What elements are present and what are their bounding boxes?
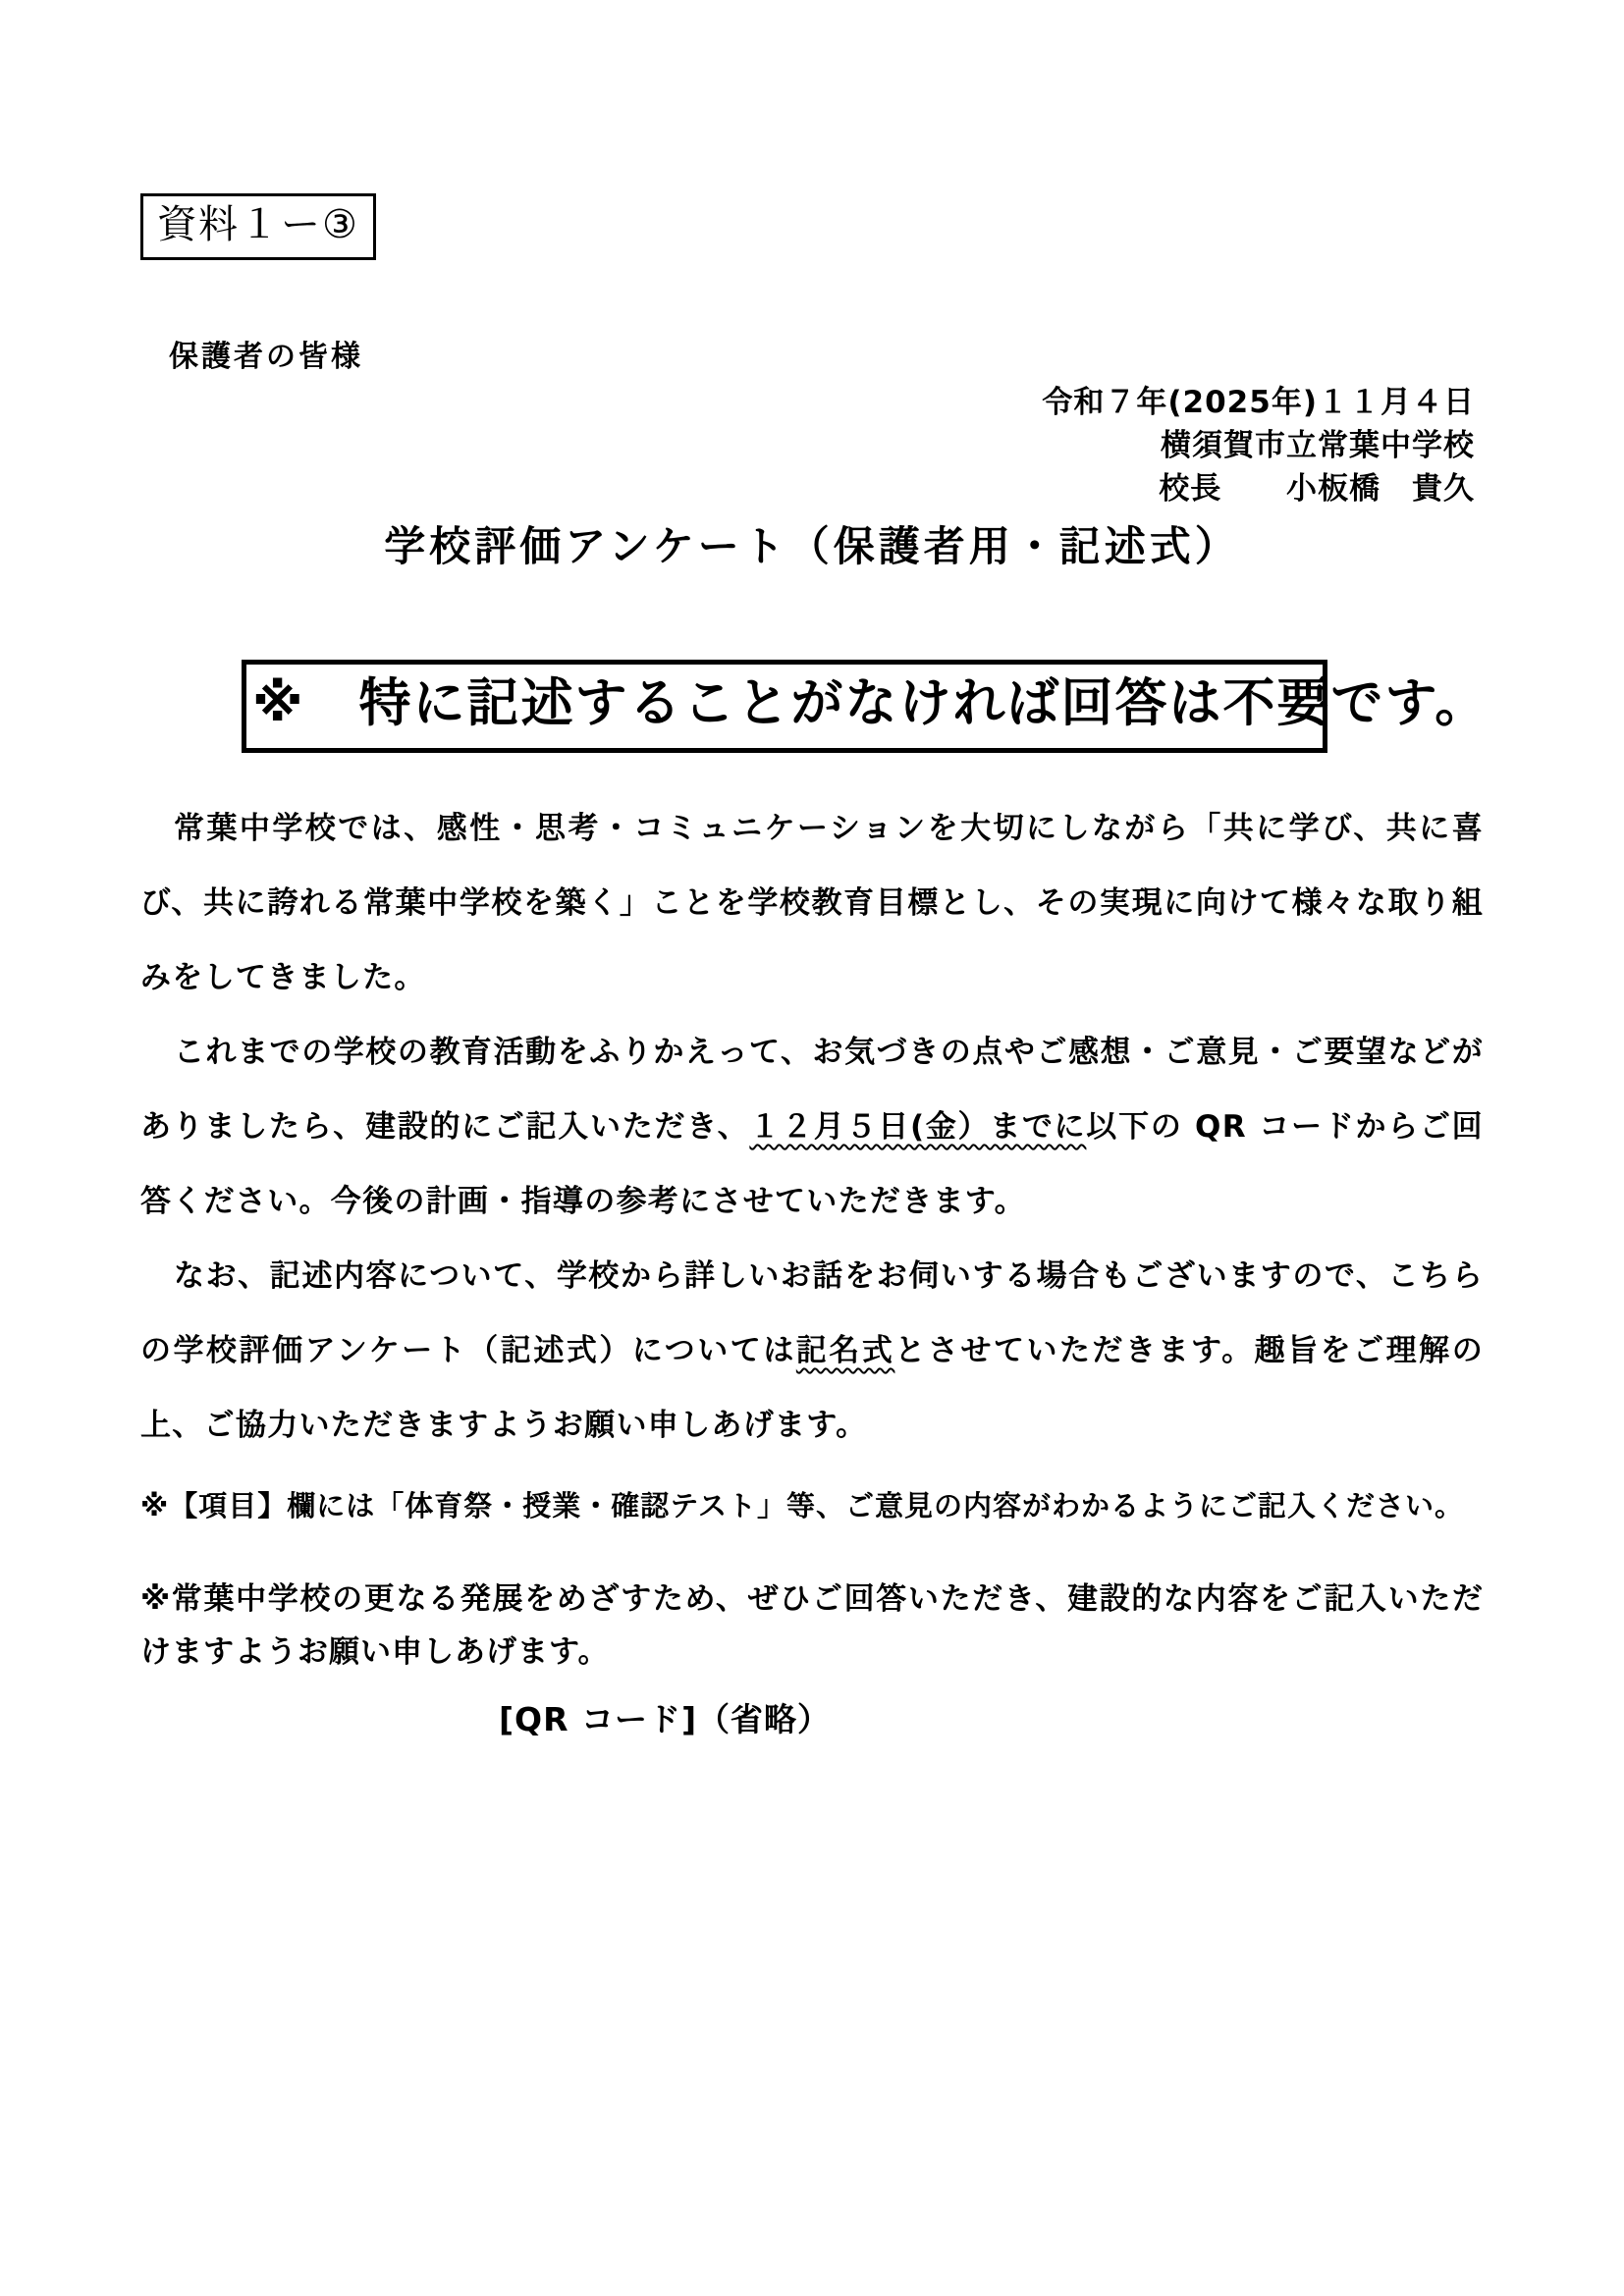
paragraph-named-part-a: なお、記述内容について、学校から詳しいお話をお伺いする場合もございますので、こちらの学校評価アンケート（記述式）については	[140, 1258, 1484, 1368]
paragraph-request-part-a: これまでの学校の教育活動をふりかえって、お気づきの点やご感想・ご意見・ご要望などがありましたら、建設的にご記入いただき、	[140, 1035, 1484, 1145]
sender-title: 校長	[1159, 471, 1222, 507]
qr-code-placeholder: [QR コード]（省略）	[498, 1700, 832, 1738]
paragraph-named-response	[140, 1239, 1484, 1463]
paragraph-school-goal: 常葉中学校では、感性・思考・コミュニケーションを大切にしながら「共に学び、共に喜び、共に誇れる常葉中学校を築く」ことを学校教育目標とし、その実現に向けて様々な取り組みをしてきました。	[140, 811, 1484, 995]
sender-block	[1042, 381, 1475, 510]
body-content	[140, 791, 1484, 1740]
named-style-emphasis: 記名式	[795, 1333, 895, 1368]
deadline-emphasis: １２月５日(金）までに	[749, 1109, 1087, 1145]
paragraph-request-part-b: 以下の QR コードからご回答ください。今後の計画・指導の参考にさせていただきます。	[140, 1109, 1484, 1219]
paragraph-request	[140, 1015, 1484, 1239]
note-item-field: ※【項目】欄には「体育祭・授業・確認テスト」等、ご意見の内容がわかるようにご記入ください。	[140, 1489, 1465, 1522]
issue-date: 令和７年(2025年)１１月４日	[1042, 385, 1475, 420]
sender-name-line	[1042, 467, 1475, 510]
recipient-line: 保護者の皆様	[169, 340, 363, 374]
document-tag-box: 資料１ー③	[140, 193, 376, 260]
page-title: 学校評価アンケート（保護者用・記述式）	[384, 522, 1240, 570]
emphasis-notice-box: ※ 特に記述することがなければ回答は不要です。	[242, 660, 1327, 753]
sender-person-name: 小板橋 貴久	[1286, 471, 1475, 507]
paragraph-named-part-b: とさせていただきます。趣旨をご理解の上、ご協力いただきますようお願い申しあげます。	[140, 1333, 1484, 1443]
note-development-request: ※常葉中学校の更なる発展をめざすため、ぜひご回答いただき、建設的な内容をご記入いただけますようお願い申しあげます。	[140, 1581, 1484, 1670]
sender-organization: 横須賀市立常葉中学校	[1161, 428, 1475, 464]
